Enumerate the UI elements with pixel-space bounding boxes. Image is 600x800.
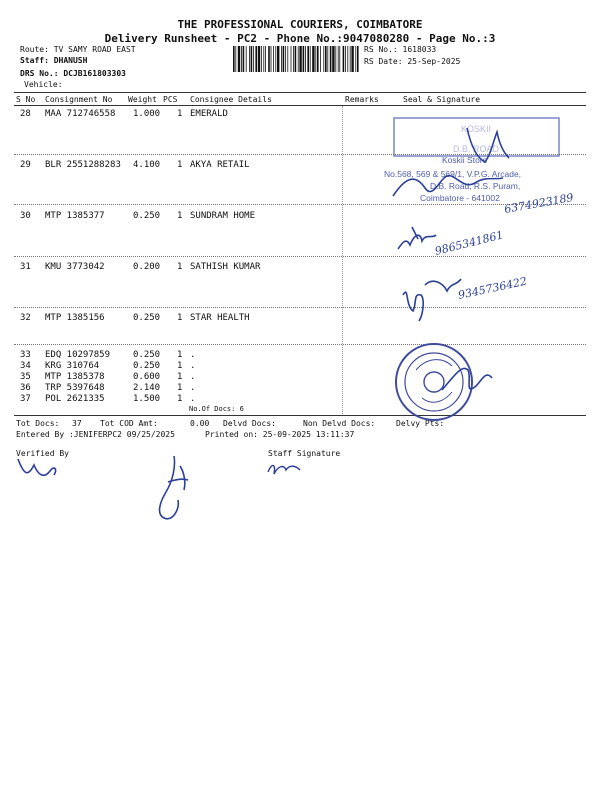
- row-pcs: 1: [177, 160, 183, 170]
- barcode-bar: [299, 46, 301, 72]
- company-title: THE PROFESSIONAL COURIERS, COIMBATORE: [177, 18, 423, 31]
- barcode-bar: [327, 46, 328, 72]
- row-sno: 33: [20, 350, 31, 360]
- remarks-separator: [342, 106, 343, 416]
- row-consignee: SUNDRAM HOME: [190, 211, 256, 221]
- stamp-line-3: D.B. Road, R.S. Puram,: [430, 181, 521, 191]
- barcode-bar: [271, 46, 272, 72]
- handwritten-phone-2: 9865341861: [433, 228, 505, 258]
- barcode-bar: [323, 46, 324, 72]
- row-consignment: BLR 2551288283: [45, 160, 121, 170]
- barcode-bar: [317, 46, 319, 72]
- row-pcs: 1: [177, 262, 183, 272]
- no-of-docs: No.Of Docs: 6: [189, 405, 244, 413]
- row-sno: 36: [20, 383, 31, 393]
- row-consignee: .: [190, 372, 196, 382]
- row-sno: 30: [20, 211, 31, 221]
- barcode-bar: [345, 46, 346, 72]
- row-weight: 4.100: [133, 160, 161, 170]
- row-sno: 37: [20, 394, 31, 404]
- delvy-pts-label: Delvy Pts:: [396, 419, 445, 428]
- barcode-bar: [291, 46, 292, 72]
- barcode-bar: [265, 46, 266, 72]
- barcode-bar: [251, 46, 253, 72]
- barcode-bar: [330, 46, 332, 72]
- handwritten-phone-1: 6374923189: [503, 190, 575, 216]
- row-weight: 2.140: [133, 383, 161, 393]
- col-sno: S No: [16, 95, 36, 104]
- row-consignment: MTP 1385378: [45, 372, 105, 382]
- barcode-bar: [243, 46, 245, 72]
- barcode-bar: [235, 46, 236, 72]
- barcode-bar: [347, 46, 348, 72]
- col-seal: Seal & Signature: [403, 95, 481, 104]
- svg-text:D.B. ROAD: D.B. ROAD: [452, 144, 500, 154]
- row-consignee: .: [190, 394, 196, 404]
- barcode-bar: [355, 46, 356, 72]
- row-weight: 0.600: [133, 372, 161, 382]
- non-delvd-docs-label: Non Delvd Docs:: [303, 419, 376, 428]
- stamp-line-4: Coimbatore - 641002: [420, 193, 500, 203]
- barcode-bar: [283, 46, 285, 72]
- tot-docs-label: Tot Docs:: [16, 419, 60, 428]
- header-rule-bottom: [14, 105, 586, 106]
- tot-cod-label: Tot COD Amt:: [100, 419, 158, 428]
- row-weight: 1.500: [133, 394, 161, 404]
- barcode-bar: [246, 46, 247, 72]
- verified-signature: [14, 445, 74, 485]
- barcode-bar: [285, 46, 286, 72]
- row-pcs: 1: [177, 350, 183, 360]
- signature-row28: [385, 118, 585, 218]
- col-consignment: Consignment No: [45, 95, 113, 104]
- barcode: [232, 46, 360, 72]
- staff-label: Staff: DHANUSH: [20, 56, 88, 65]
- round-seal: [392, 340, 502, 430]
- row-pcs: 1: [177, 313, 183, 323]
- barcode-bar: [320, 46, 321, 72]
- barcode-bar: [277, 46, 279, 72]
- barcode-bar: [249, 46, 250, 72]
- row-consignee: .: [190, 361, 196, 371]
- row-consignment: MAA 712746558: [45, 109, 116, 119]
- barcode-bar: [339, 46, 340, 72]
- barcode-bar: [238, 46, 240, 72]
- barcode-bar: [335, 46, 336, 72]
- entered-by: Entered By :JENIFERPC2 09/25/2025: [16, 430, 175, 439]
- row-weight: 0.250: [133, 350, 161, 360]
- barcode-bar: [241, 46, 242, 72]
- row-weight: 0.250: [133, 211, 161, 221]
- barcode-bar: [310, 46, 311, 72]
- barcode-bar: [305, 46, 306, 72]
- row-weight: 0.250: [133, 361, 161, 371]
- barcode-bar: [263, 46, 264, 72]
- row-pcs: 1: [177, 109, 183, 119]
- row-sno: 31: [20, 262, 31, 272]
- barcode-bar: [307, 46, 309, 72]
- stamp-line-2: No.568, 569 & 569/1, V.P.G. Arcade,: [384, 169, 522, 179]
- row-consignee: SATHISH KUMAR: [190, 262, 261, 272]
- row-consignment: EDQ 10297859: [45, 350, 111, 360]
- row-weight: 0.200: [133, 262, 161, 272]
- runsheet-subtitle: Delivery Runsheet - PC2 - Phone No.:9047080280 - Page No.:3: [104, 32, 496, 45]
- barcode-bar: [338, 46, 339, 72]
- col-remarks: Remarks: [345, 95, 379, 104]
- barcode-bar: [293, 46, 294, 72]
- barcode-bar: [325, 46, 327, 72]
- row-pcs: 1: [177, 394, 183, 404]
- barcode-bar: [351, 46, 353, 72]
- barcode-bar: [303, 46, 305, 72]
- row-pcs: 1: [177, 383, 183, 393]
- staff-signature-mark: [150, 452, 210, 526]
- barcode-bar: [332, 46, 334, 72]
- verified-by-label: Verified By: [16, 449, 69, 458]
- barcode-bar: [261, 46, 262, 72]
- barcode-bar: [258, 46, 260, 72]
- delvd-docs-label: Delvd Docs:: [223, 419, 276, 428]
- barcode-bar: [315, 46, 316, 72]
- barcode-bar: [268, 46, 270, 72]
- route-label: Route: TV SAMY ROAD EAST: [20, 45, 136, 54]
- row-sno: 34: [20, 361, 31, 371]
- row-pcs: 1: [177, 361, 183, 371]
- row-consignment: MTP 1385377: [45, 211, 105, 221]
- barcode-bar: [298, 46, 299, 72]
- printed-on: Printed on: 25-09-2025 13:11:37: [205, 430, 355, 439]
- row-consignee: AKYA RETAIL: [190, 160, 250, 170]
- rs-no-label: RS No.: 1618033: [364, 45, 437, 54]
- row-weight: 0.250: [133, 313, 161, 323]
- barcode-bar: [233, 46, 235, 72]
- drs-label: DRS No.: DCJB161803303: [20, 69, 126, 78]
- row-sno: 32: [20, 313, 31, 323]
- row-consignee: EMERALD: [190, 109, 228, 119]
- handwritten-phone-3: 9345736422: [456, 274, 529, 302]
- row-pcs: 1: [177, 211, 183, 221]
- row-consignment: KMU 3773042: [45, 262, 105, 272]
- row-consignment: KRG 310764: [45, 361, 100, 371]
- row-sno: 29: [20, 160, 31, 170]
- row-consignment: MTP 1385156: [45, 313, 105, 323]
- barcode-bar: [295, 46, 297, 72]
- signature-row31: [395, 255, 545, 325]
- barcode-bar: [275, 46, 276, 72]
- row-consignee: .: [190, 350, 196, 360]
- col-consignee: Consignee Details: [190, 95, 272, 104]
- barcode-bar: [357, 46, 359, 72]
- stamp-line-1: Koskii Store: [442, 155, 488, 165]
- row-pcs: 1: [177, 372, 183, 382]
- barcode-bar: [312, 46, 314, 72]
- barcode-bar: [281, 46, 282, 72]
- barcode-bar: [343, 46, 345, 72]
- staff-signature-scribble: [262, 456, 312, 480]
- row-consignee: .: [190, 383, 196, 393]
- tot-docs-value: 37: [72, 419, 82, 428]
- barcode-bar: [253, 46, 254, 72]
- row-consignment: POL 2621335: [45, 394, 105, 404]
- barcode-bar: [350, 46, 351, 72]
- rs-date-label: RS Date: 25-Sep-2025: [364, 57, 461, 66]
- tot-cod-value: 0.00: [190, 419, 210, 428]
- col-weight: Weight: [128, 95, 157, 104]
- row-sno: 35: [20, 372, 31, 382]
- svg-text:KOSKII: KOSKII: [460, 124, 492, 134]
- row-consignment: TRP 5397648: [45, 383, 105, 393]
- staff-signature-label: Staff Signature: [268, 449, 341, 458]
- barcode-bar: [273, 46, 274, 72]
- barcode-bar: [287, 46, 288, 72]
- barcode-bar: [255, 46, 257, 72]
- row-sno: 28: [20, 109, 31, 119]
- vehicle-label: Vehicle:: [24, 80, 63, 89]
- row-consignee: STAR HEALTH: [190, 313, 250, 323]
- header-rule-top: [14, 92, 586, 93]
- row-weight: 1.000: [133, 109, 161, 119]
- col-pcs: PCS: [163, 95, 178, 104]
